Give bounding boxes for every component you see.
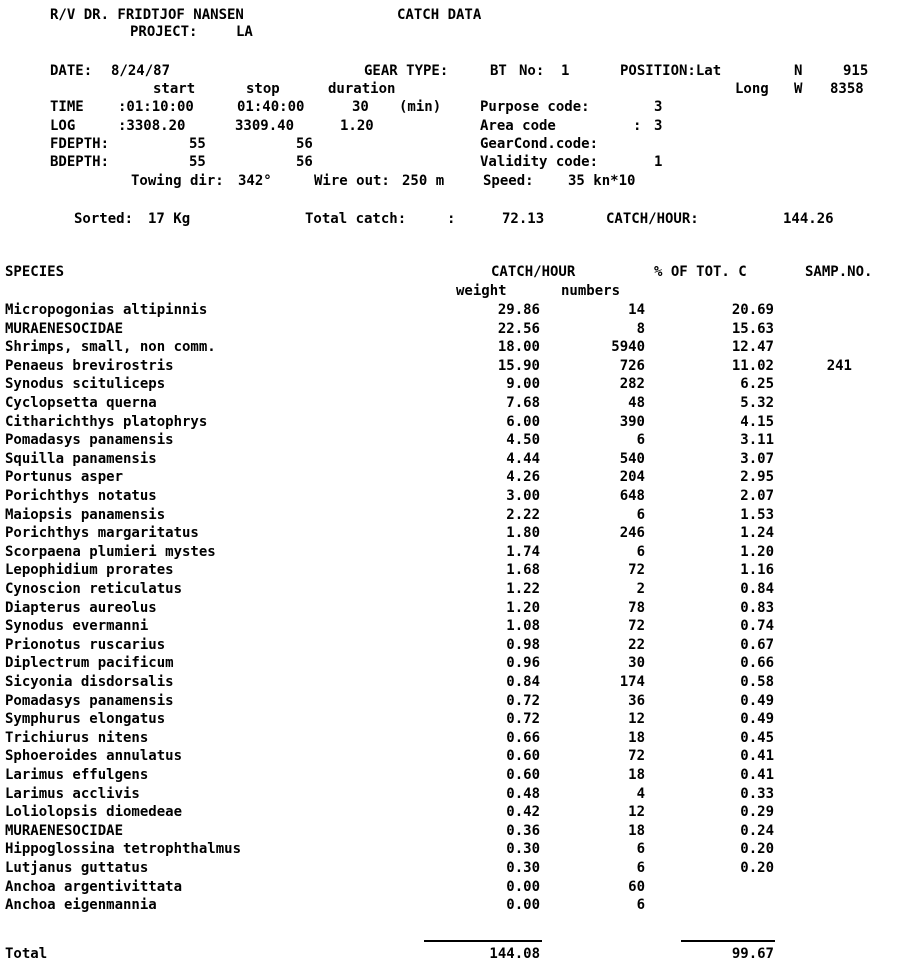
numbers-value: 648 <box>619 488 645 504</box>
weight-value: 22.56 <box>497 321 540 337</box>
catch-hour-header: CATCH/HOUR <box>491 264 576 280</box>
percent-value: 0.41 <box>740 767 774 783</box>
sample-number-header: SAMP.NO. <box>805 264 873 280</box>
weight-total-rule <box>424 940 542 942</box>
percent-value: 1.20 <box>740 544 774 560</box>
lat-direction: N <box>794 63 803 79</box>
species-name: Larimus acclivis <box>5 786 140 802</box>
species-name: Maiopsis panamensis <box>5 507 166 523</box>
weight-header: weight <box>456 283 507 299</box>
species-name: Porichthys margaritatus <box>5 525 199 541</box>
bdepth-start: 55 <box>189 154 206 170</box>
log-duration: 1.20 <box>340 118 374 134</box>
percent-value: 11.02 <box>731 358 774 374</box>
species-name: Penaeus brevirostris <box>5 358 174 374</box>
species-name: Cyclopsetta querna <box>5 395 157 411</box>
column-stop: stop <box>246 81 280 97</box>
validity-code-value: 1 <box>654 154 663 170</box>
weight-value: 6.00 <box>506 414 540 430</box>
date-label: DATE: <box>50 63 93 79</box>
percent-value: 4.15 <box>740 414 774 430</box>
log-stop: 3309.40 <box>235 118 295 134</box>
date-value: 8/24/87 <box>111 63 171 79</box>
weight-value: 7.68 <box>506 395 540 411</box>
numbers-value: 12 <box>628 711 645 727</box>
percent-value: 2.07 <box>740 488 774 504</box>
numbers-value: 540 <box>619 451 645 467</box>
total-percent: 99.67 <box>731 946 774 962</box>
species-name: Portunus asper <box>5 469 124 485</box>
species-name: Cynoscion reticulatus <box>5 581 183 597</box>
species-name: Shrimps, small, non comm. <box>5 339 216 355</box>
species-name: Pomadasys panamensis <box>5 693 174 709</box>
weight-value: 0.42 <box>506 804 540 820</box>
percent-value: 0.45 <box>740 730 774 746</box>
numbers-header: numbers <box>561 283 621 299</box>
time-stop: 01:40:00 <box>237 99 305 115</box>
percent-value: 0.49 <box>740 711 774 727</box>
fdepth-start: 55 <box>189 136 206 152</box>
species-name: Loliolopsis diomedeae <box>5 804 183 820</box>
total-catch-label: Total catch: <box>305 211 407 227</box>
time-unit: (min) <box>399 99 442 115</box>
weight-value: 0.72 <box>506 693 540 709</box>
percent-value: 20.69 <box>731 302 774 318</box>
numbers-value: 72 <box>628 748 645 764</box>
wire-out-value: 250 m <box>402 173 445 189</box>
weight-value: 0.66 <box>506 730 540 746</box>
species-name: Porichthys notatus <box>5 488 157 504</box>
weight-value: 3.00 <box>506 488 540 504</box>
weight-value: 9.00 <box>506 376 540 392</box>
numbers-value: 6 <box>636 860 645 876</box>
area-code-value: 3 <box>654 118 663 134</box>
species-name: MURAENESOCIDAE <box>5 823 124 839</box>
percent-value: 3.07 <box>740 451 774 467</box>
total-catch-separator: : <box>447 211 456 227</box>
catch-per-hour-value: 144.26 <box>783 211 834 227</box>
weight-value: 0.00 <box>506 897 540 913</box>
percent-value: 6.25 <box>740 376 774 392</box>
catch-per-hour-label: CATCH/HOUR: <box>606 211 699 227</box>
percent-value: 0.58 <box>740 674 774 690</box>
numbers-value: 18 <box>628 767 645 783</box>
weight-value: 0.30 <box>506 860 540 876</box>
gear-no-value: 1 <box>561 63 570 79</box>
wire-out-label: Wire out: <box>314 173 390 189</box>
percent-value: 0.24 <box>740 823 774 839</box>
numbers-value: 174 <box>619 674 645 690</box>
towing-dir-label: Towing dir: <box>131 173 224 189</box>
log-start: :3308.20 <box>118 118 186 134</box>
sorted-label: Sorted: <box>74 211 134 227</box>
species-name: Squilla panamensis <box>5 451 157 467</box>
total-weight: 144.08 <box>489 946 540 962</box>
numbers-value: 8 <box>636 321 645 337</box>
percent-value: 0.84 <box>740 581 774 597</box>
species-name: Hippoglossina tetrophthalmus <box>5 841 242 857</box>
weight-value: 0.98 <box>506 637 540 653</box>
percent-value: 0.74 <box>740 618 774 634</box>
numbers-value: 72 <box>628 562 645 578</box>
lat-value: 915 <box>843 63 869 79</box>
numbers-value: 6 <box>636 841 645 857</box>
numbers-value: 6 <box>636 897 645 913</box>
numbers-value: 18 <box>628 823 645 839</box>
species-name: MURAENESOCIDAE <box>5 321 124 337</box>
speed-value: 35 kn*10 <box>568 173 636 189</box>
species-name: Diplectrum pacificum <box>5 655 174 671</box>
numbers-value: 36 <box>628 693 645 709</box>
weight-value: 15.90 <box>497 358 540 374</box>
long-direction: W <box>794 81 803 97</box>
weight-value: 0.00 <box>506 879 540 895</box>
weight-value: 0.96 <box>506 655 540 671</box>
percent-value: 0.29 <box>740 804 774 820</box>
fdepth-label: FDEPTH: <box>50 136 110 152</box>
weight-value: 1.08 <box>506 618 540 634</box>
time-start: :01:10:00 <box>118 99 194 115</box>
fdepth-stop: 56 <box>296 136 313 152</box>
species-header: SPECIES <box>5 264 65 280</box>
species-name: Anchoa eigenmannia <box>5 897 157 913</box>
bdepth-stop: 56 <box>296 154 313 170</box>
project-value: LA <box>236 24 253 40</box>
percent-value: 3.11 <box>740 432 774 448</box>
species-name: Trichiurus nitens <box>5 730 149 746</box>
species-name: Larimus effulgens <box>5 767 149 783</box>
weight-value: 0.72 <box>506 711 540 727</box>
weight-value: 2.22 <box>506 507 540 523</box>
numbers-value: 390 <box>619 414 645 430</box>
area-code-label: Area code <box>480 118 556 134</box>
gear-type-label: GEAR TYPE: <box>364 63 449 79</box>
weight-value: 1.80 <box>506 525 540 541</box>
numbers-value: 6 <box>636 544 645 560</box>
numbers-value: 726 <box>619 358 645 374</box>
numbers-value: 72 <box>628 618 645 634</box>
numbers-value: 6 <box>636 507 645 523</box>
purpose-code-value: 3 <box>654 99 663 115</box>
percent-value: 1.24 <box>740 525 774 541</box>
total-label: Total <box>5 946 48 962</box>
numbers-value: 78 <box>628 600 645 616</box>
weight-value: 29.86 <box>497 302 540 318</box>
column-start: start <box>153 81 196 97</box>
numbers-value: 2 <box>636 581 645 597</box>
weight-value: 0.60 <box>506 748 540 764</box>
gearcond-code-label: GearCond.code: <box>480 136 599 152</box>
vessel-name: R/V DR. FRIDTJOF NANSEN <box>50 7 244 23</box>
weight-value: 1.68 <box>506 562 540 578</box>
long-label: Long <box>735 81 769 97</box>
weight-value: 4.44 <box>506 451 540 467</box>
purpose-code-label: Purpose code: <box>480 99 590 115</box>
species-name: Synodus evermanni <box>5 618 149 634</box>
numbers-value: 6 <box>636 432 645 448</box>
numbers-value: 4 <box>636 786 645 802</box>
species-name: Sicyonia disdorsalis <box>5 674 174 690</box>
weight-value: 4.26 <box>506 469 540 485</box>
numbers-value: 14 <box>628 302 645 318</box>
species-name: Scorpaena plumieri mystes <box>5 544 216 560</box>
species-name: Lepophidium prorates <box>5 562 174 578</box>
numbers-value: 22 <box>628 637 645 653</box>
numbers-value: 282 <box>619 376 645 392</box>
weight-value: 0.36 <box>506 823 540 839</box>
weight-value: 0.84 <box>506 674 540 690</box>
document-title: CATCH DATA <box>397 7 482 23</box>
column-duration: duration <box>328 81 396 97</box>
weight-value: 4.50 <box>506 432 540 448</box>
percent-value: 0.33 <box>740 786 774 802</box>
bdepth-label: BDEPTH: <box>50 154 110 170</box>
percent-value: 0.83 <box>740 600 774 616</box>
percent-value: 0.20 <box>740 841 774 857</box>
weight-value: 0.48 <box>506 786 540 802</box>
percent-value: 1.53 <box>740 507 774 523</box>
numbers-value: 18 <box>628 730 645 746</box>
species-name: Lutjanus guttatus <box>5 860 149 876</box>
weight-value: 0.60 <box>506 767 540 783</box>
species-name: Pomadasys panamensis <box>5 432 174 448</box>
numbers-value: 30 <box>628 655 645 671</box>
numbers-value: 60 <box>628 879 645 895</box>
towing-dir-value: 342° <box>238 173 272 189</box>
percent-value: 0.66 <box>740 655 774 671</box>
percent-value: 5.32 <box>740 395 774 411</box>
numbers-value: 204 <box>619 469 645 485</box>
weight-value: 1.22 <box>506 581 540 597</box>
weight-value: 1.20 <box>506 600 540 616</box>
percent-value: 0.41 <box>740 748 774 764</box>
percent-total-header: % OF TOT. C <box>654 264 747 280</box>
time-label: TIME <box>50 99 84 115</box>
species-name: Anchoa argentivittata <box>5 879 183 895</box>
total-catch-value: 72.13 <box>502 211 545 227</box>
species-name: Diapterus aureolus <box>5 600 157 616</box>
numbers-value: 5940 <box>611 339 645 355</box>
percent-total-rule <box>681 940 775 942</box>
project-label: PROJECT: <box>130 24 198 40</box>
numbers-value: 12 <box>628 804 645 820</box>
species-name: Micropogonias altipinnis <box>5 302 208 318</box>
species-name: Synodus scituliceps <box>5 376 166 392</box>
species-name: Sphoeroides annulatus <box>5 748 183 764</box>
gear-type-value: BT <box>490 63 507 79</box>
validity-code-label: Validity code: <box>480 154 599 170</box>
percent-value: 0.20 <box>740 860 774 876</box>
position-lat-label: POSITION:Lat <box>620 63 722 79</box>
gear-no-label: No: <box>519 63 545 79</box>
sorted-value: 17 Kg <box>148 211 191 227</box>
percent-value: 1.16 <box>740 562 774 578</box>
percent-value: 12.47 <box>731 339 774 355</box>
weight-value: 18.00 <box>497 339 540 355</box>
numbers-value: 48 <box>628 395 645 411</box>
time-duration: 30 <box>352 99 369 115</box>
area-code-separator: : <box>633 118 642 134</box>
percent-value: 2.95 <box>740 469 774 485</box>
weight-value: 1.74 <box>506 544 540 560</box>
species-name: Symphurus elongatus <box>5 711 166 727</box>
speed-label: Speed: <box>483 173 534 189</box>
long-value: 8358 <box>830 81 864 97</box>
numbers-value: 246 <box>619 525 645 541</box>
percent-value: 0.49 <box>740 693 774 709</box>
log-label: LOG <box>50 118 76 134</box>
species-name: Citharichthys platophrys <box>5 414 208 430</box>
species-name: Prionotus ruscarius <box>5 637 166 653</box>
sample-number-value: 241 <box>826 358 852 374</box>
percent-value: 15.63 <box>731 321 774 337</box>
weight-value: 0.30 <box>506 841 540 857</box>
percent-value: 0.67 <box>740 637 774 653</box>
